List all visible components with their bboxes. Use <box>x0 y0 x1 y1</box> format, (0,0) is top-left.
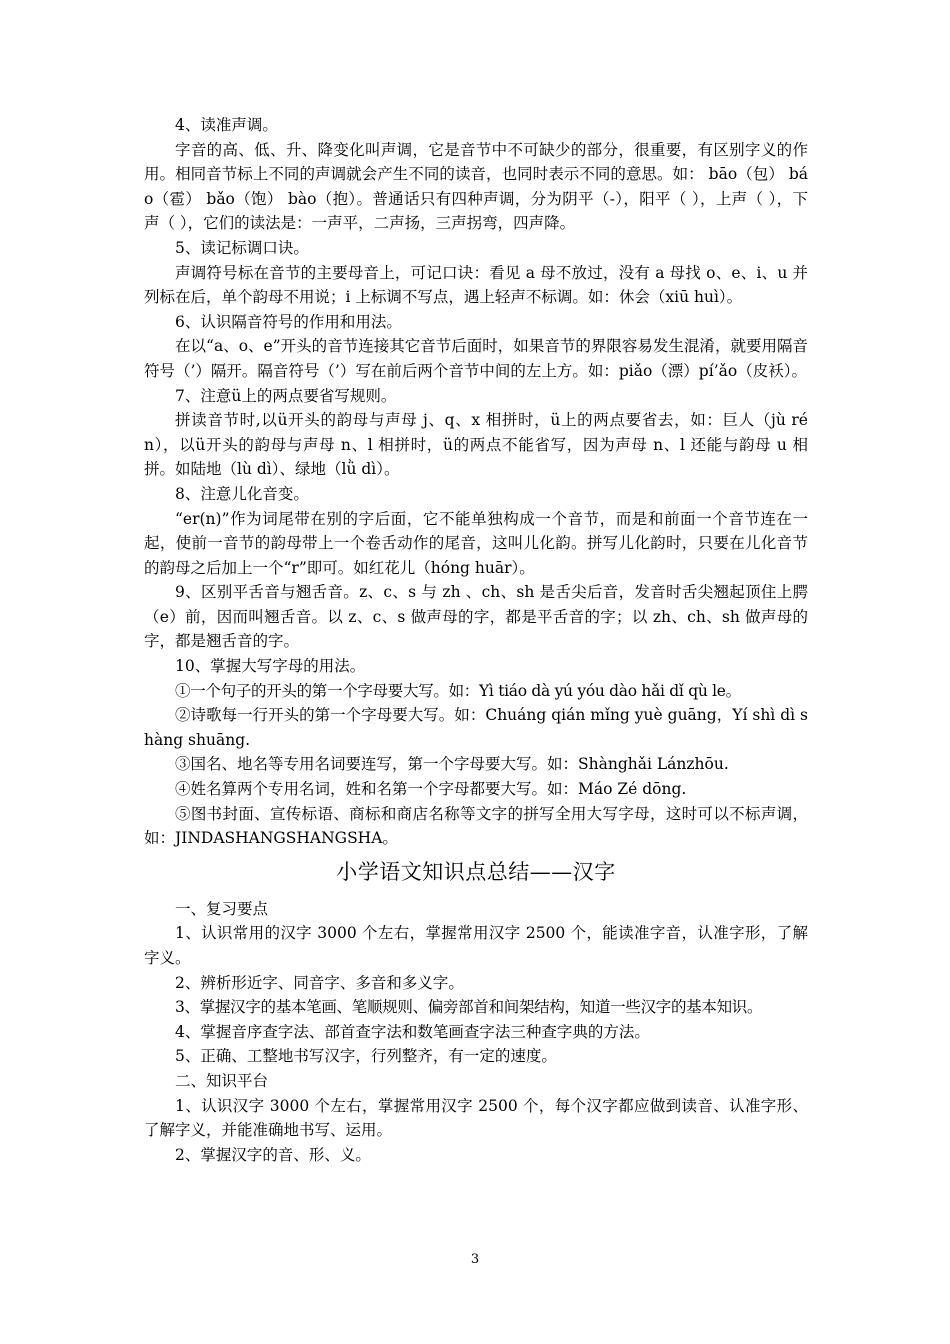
heading-review-points: 一、复习要点 <box>175 899 269 918</box>
page-number: 3 <box>470 1252 480 1267</box>
review-point-1: 1、认识常用的汉字 3000 个左右，掌握常用汉字 2500 个，能读准字音，认准字形，了解字义。 <box>144 924 808 967</box>
knowledge-point-2: 2、掌握汉字的音、形、义。 <box>175 1145 371 1164</box>
review-point-3: 3、掌握汉字的基本笔画、笔顺规则、偏旁部首和间架结构，知道一些汉字的基本知识。 <box>175 998 763 1017</box>
heading-tone: 4、读准声调。 <box>175 116 278 134</box>
paragraph-erhua: “er(n)”作为词尾带在别的字后面，它不能单独构成一个音节，而是和前面一个音节连在一起，使前一音节的韵母带上一个卷舌动作的尾音，这叫儿化韵。拼写儿化韵时，只要在儿化音节的韵母之后加上一个“r”即可。如红花儿（hóng huār）。 <box>144 509 808 577</box>
section-title: 小学语文知识点总结——汉字 <box>336 859 616 884</box>
capital-rule-5: ⑤图书封面、宣传标语、商标和商店名称等文字的拼写全用大写字母，这时可以不标声调，如：JINDASHANGSHANGSHA。 <box>144 804 808 848</box>
review-point-2: 2、辨析形近字、同音字、多音和多义字。 <box>175 973 464 992</box>
heading-capital-letters: 10、掌握大写字母的用法。 <box>175 657 366 676</box>
heading-erhua: 8、注意儿化音变。 <box>175 484 309 503</box>
capital-rule-4: ④姓名算两个专用名词，姓和名第一个字母都要大写。如：Máo Zé dōng. <box>175 780 687 799</box>
review-point-4: 4、掌握音序查字法、部首查字法和数笔画查字法三种查字典的方法。 <box>175 1022 650 1041</box>
capital-rule-1: ①一个句子的开头的第一个字母要大写。如：Yì tiáo dà yú yóu dào hǎi dǐ qù le。 <box>175 681 741 700</box>
paragraph-flat-retroflex: 9、区别平舌音与翘舌音。z、c、s 与 zh 、ch、sh 是舌尖后音，发音时舌尖翘起顶住上腭（e）前，因而叫翘舌音。以 z、c、s 做声母的字，都是平舌音的字；以 zh、ch、sh 做声母的字，都是翘舌音的字。 <box>144 583 808 651</box>
capital-rule-3: ③国名、地名等专用名词要连写，第一个字母要大写。如：Shànghǎi Lánzhōu. <box>175 755 729 774</box>
paragraph-tone-rhyme: 声调符号标在音节的主要母音上，可记口诀：看见 a 母不放过，没有 a 母找 o、e、i、u 并列标在后，单个韵母不用说；i 上标调不写点，遇上轻声不标调。如：休会（xiū huì）。 <box>144 263 808 307</box>
paragraph-umlaut-rule: 拼读音节时,以ü开头的韵母与声母 j、q、x 相拼时，ü上的两点要省去，如：巨人（jù rén），以ü开头的韵母与声母 n、l 相拼时，ü的两点不能省写，因为声母 n、l 还能与韵母 u 相拼。如陆地（lù dì）、绿地（lǜ dì）。 <box>144 411 808 479</box>
capital-rule-2: ②诗歌每一行开头的第一个字母要大写。如：Chuáng qián mǐng yuè guāng，Yí shì dì shàng shuāng. <box>144 706 808 749</box>
review-point-5: 5、正确、工整地书写汉字，行列整齐，有一定的速度。 <box>175 1047 557 1066</box>
heading-tone-rhyme: 5、读记标调口诀。 <box>175 238 309 257</box>
heading-umlaut-rule: 7、注意ü上的两点要省写规则。 <box>175 386 397 405</box>
heading-separator-mark: 6、认识隔音符号的作用和用法。 <box>175 312 402 331</box>
paragraph-separator-mark: 在以“a、o、e”开头的音节连接其它音节后面时，如果音节的界限容易发生混淆，就要用隔音符号（’）隔开。隔音符号（’）写在前后两个音节中间的左上方。如：piǎo（漂）pí’ǎo（皮袄）。 <box>144 337 808 380</box>
paragraph-tone-explanation: 字音的高、低、升、降变化叫声调，它是音节中不可缺少的部分，很重要，有区别字义的作用。相同音节标上不同的声调就会产生不同的读音，也同时表示不同的意思。如： bāo（包） báo（雹） bǎo（饱） bào（抱）。普通话只有四种声调，分为阴平（-），阳平（ ），上声（ ），下声（ ），它们的读法是：一声平，二声扬，三声拐弯，四声降。 <box>144 140 808 233</box>
knowledge-point-1: 1、认识汉字 3000 个左右，掌握常用汉字 2500 个，每个汉字都应做到读音、认准字形、了解字义，并能准确地书写、运用。 <box>144 1096 808 1140</box>
document-body <box>144 113 808 1167</box>
heading-knowledge-platform: 二、知识平台 <box>175 1071 269 1090</box>
